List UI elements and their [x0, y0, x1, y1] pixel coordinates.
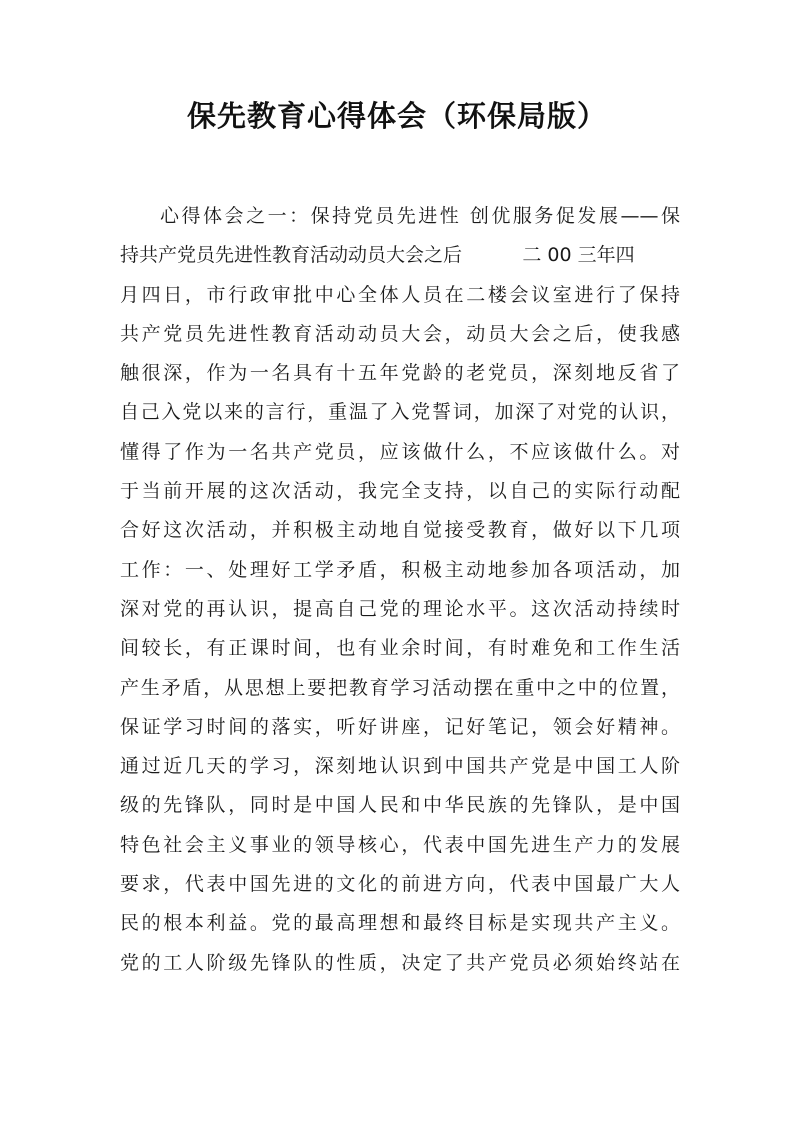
- body-line: 月四日，市行政审批中心全体人员在二楼会议室进行了保持: [120, 283, 680, 306]
- body-line: 持共产党员先进性教育活动动员大会之后 二 00 三年四: [120, 244, 635, 267]
- body-line: 触很深，作为一名具有十五年党龄的老党员，深刻地反省了: [120, 362, 680, 385]
- body-line: 民的根本利益。党的最高理想和最终目标是实现共产主义。: [120, 912, 680, 935]
- body-line: 间较长，有正课时间，也有业余时间，有时难免和工作生活: [120, 637, 680, 660]
- body-line: 要求，代表中国先进的文化的前进方向，代表中国最广大人: [120, 873, 680, 896]
- body-line: 深对党的再认识，提高自己党的理论水平。这次活动持续时: [120, 597, 680, 620]
- body-line: 通过近几天的学习，深刻地认识到中国共产党是中国工人阶: [120, 755, 680, 778]
- body-line: 共产党员先进性教育活动动员大会，动员大会之后，使我感: [120, 322, 680, 345]
- body-line: 合好这次活动，并积极主动地自觉接受教育，做好以下几项: [120, 519, 680, 542]
- body-line: 于当前开展的这次活动，我完全支持，以自己的实际行动配: [120, 480, 680, 503]
- body-line: 产生矛盾，从思想上要把教育学习活动摆在重中之中的位置，: [120, 676, 680, 699]
- body-line: 级的先锋队，同时是中国人民和中华民族的先锋队，是中国: [120, 794, 680, 817]
- body-line: 保证学习时间的落实，听好讲座，记好笔记，领会好精神。: [120, 715, 680, 738]
- body-line: 工作：一、处理好工学矛盾，积极主动地参加各项活动，加: [120, 558, 680, 581]
- body-line: 心得体会之一：保持党员先进性 创优服务促发展——保: [160, 205, 680, 227]
- body-line: 党的工人阶级先锋队的性质，决定了共产党员必须始终站在: [120, 951, 680, 974]
- document-body: [120, 197, 680, 983]
- body-line: 自己入党以来的言行，重温了入党誓词，加深了对党的认识，: [120, 401, 680, 424]
- document-title: 保先教育心得体会（环保局版）: [186, 99, 607, 133]
- body-line: 懂得了作为一名共产党员，应该做什么，不应该做什么。对: [120, 440, 680, 463]
- body-line: 特色社会主义事业的领导核心，代表中国先进生产力的发展: [120, 833, 680, 856]
